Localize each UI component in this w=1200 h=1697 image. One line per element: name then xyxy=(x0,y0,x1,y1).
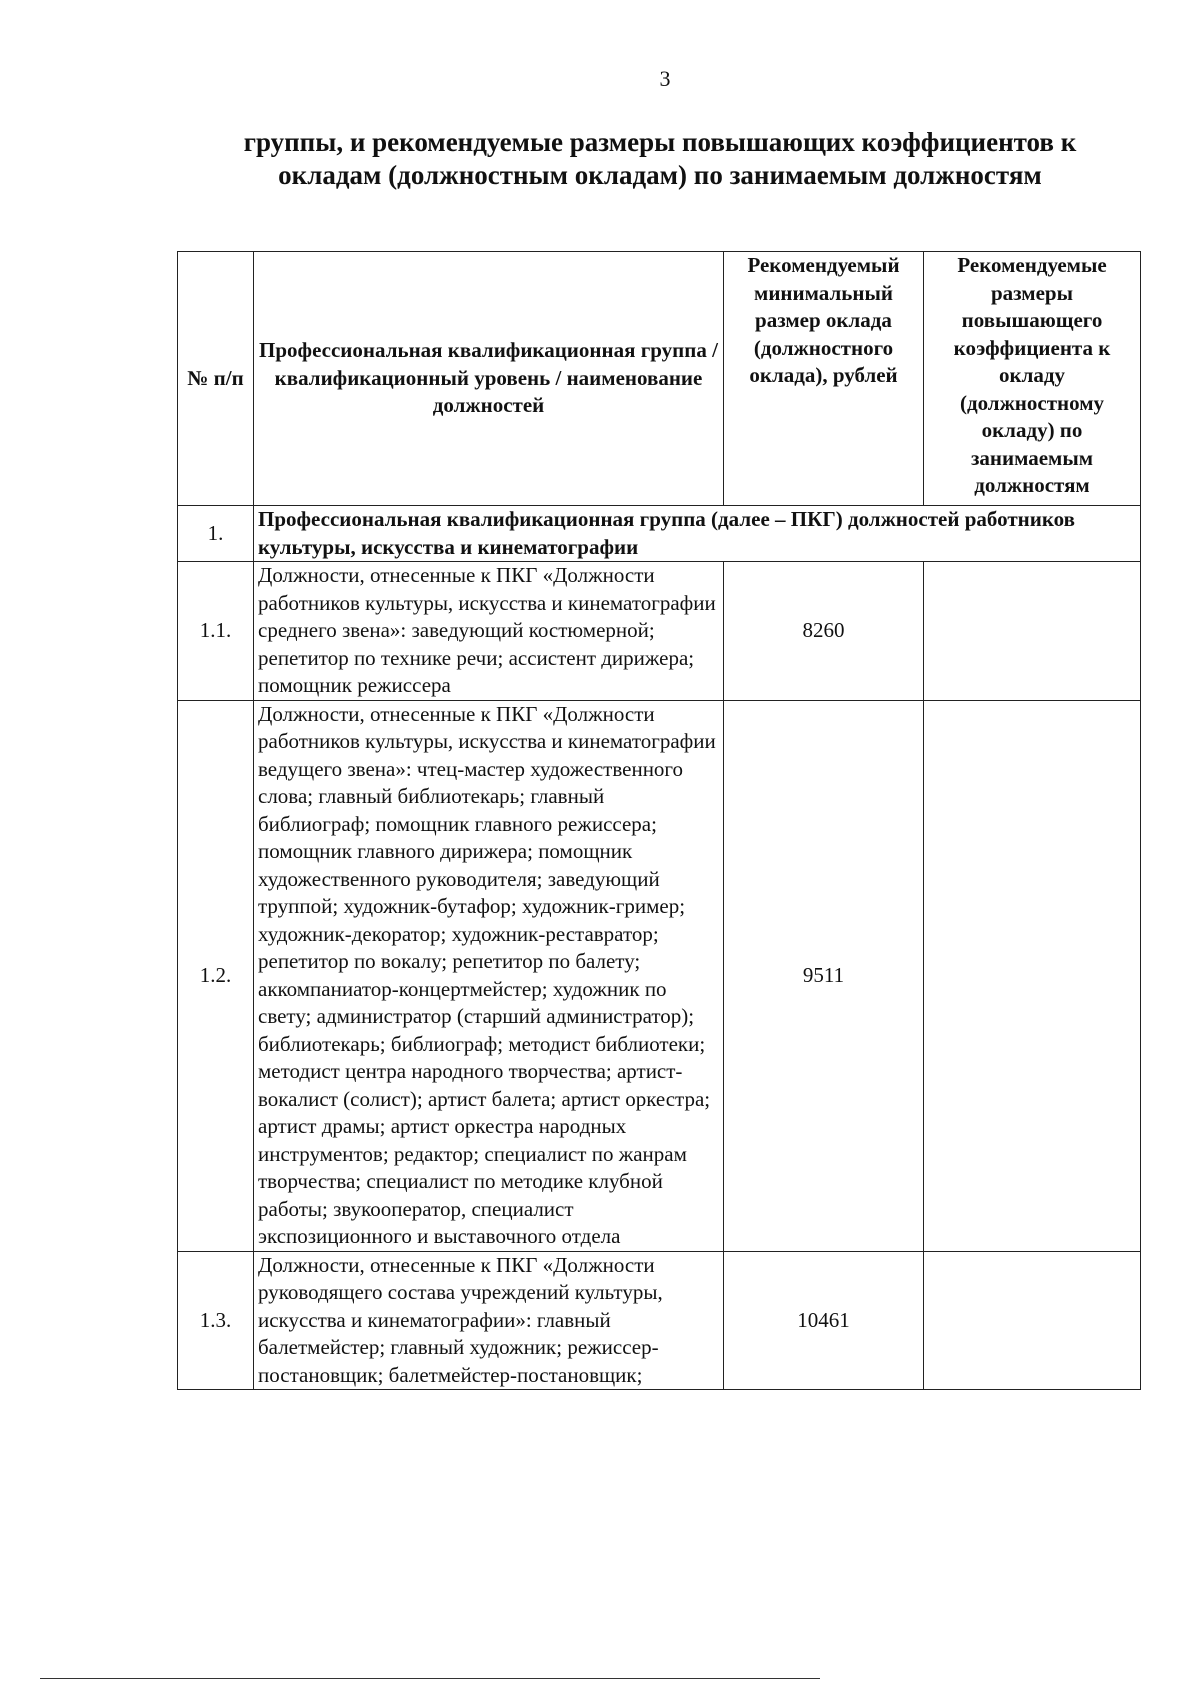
footer-divider xyxy=(40,1678,820,1679)
table-row xyxy=(178,562,1141,701)
row-num: 1.3. xyxy=(178,1251,254,1390)
row-num: 1.2. xyxy=(178,700,254,1251)
row-salary: 8260 xyxy=(724,562,924,701)
row-num: 1.1. xyxy=(178,562,254,701)
header-salary: Рекомендуемый минимальный размер оклада (должностного оклада), рублей xyxy=(724,252,924,506)
section-title: Профессиональная квалификационная группа (далее – ПКГ) должностей работников культуры, искусства и кинематографии xyxy=(254,506,1141,562)
row-positions: Должности, отнесенные к ПКГ «Должности работников культуры, искусства и кинематографии среднего звена»: заведующий костюмерной; репетитор по технике речи; ассистент дирижера; помощник режиссера xyxy=(254,562,724,701)
header-num: № п/п xyxy=(178,252,254,506)
header-coefficient: Рекомендуемые размеры повышающего коэффициента к окладу (должностному окладу) по занимаемым должностям xyxy=(924,252,1141,506)
document-heading xyxy=(180,126,1140,192)
table-row xyxy=(178,1251,1141,1390)
section-row xyxy=(178,506,1141,562)
row-salary: 10461 xyxy=(724,1251,924,1390)
row-positions: Должности, отнесенные к ПКГ «Должности руководящего состава учреждений культуры, искусства и кинематографии»: главный балетмейстер; главный художник; режиссер-постановщик; балетмейстер-постановщик; xyxy=(254,1251,724,1390)
salary-table xyxy=(177,251,1141,1390)
row-positions: Должности, отнесенные к ПКГ «Должности работников культуры, искусства и кинематографии ведущего звена»: чтец-мастер художественного слова; главный библиотекарь; главный библиограф; помощник главного режиссера; помощник главного дирижера; помощник художественного руководителя; заведующий труппой; художник-бутафор; художник-гример; художник-декоратор; художник-реставратор; репетитор по вокалу; репетитор по балету; аккомпаниатор-концертмейстер; художник по свету; администратор (старший администратор); библиотекарь; библиограф; методист библиотеки; методист центра народного творчества; артист-вокалист (солист); артист балета; артист оркестра; артист драмы; артист оркестра народных инструментов; редактор; специалист по жанрам творчества; специалист по методике клубной работы; звукооператор, специалист экспозиционного и выставочного отдела xyxy=(254,700,724,1251)
row-coefficient xyxy=(924,700,1141,1251)
page-number: 3 xyxy=(659,66,671,91)
section-num: 1. xyxy=(178,506,254,562)
row-salary: 9511 xyxy=(724,700,924,1251)
table-row xyxy=(178,700,1141,1251)
heading-line-1: группы, и рекомендуемые размеры повышающих коэффициентов к xyxy=(243,127,1077,157)
row-coefficient xyxy=(924,1251,1141,1390)
heading-line-2: окладам (должностным окладам) по занимаемым должностям xyxy=(278,160,1042,190)
row-coefficient xyxy=(924,562,1141,701)
table-header-row xyxy=(178,252,1141,506)
header-name: Профессиональная квалификационная группа / квалификационный уровень / наименование должностей xyxy=(254,252,724,506)
